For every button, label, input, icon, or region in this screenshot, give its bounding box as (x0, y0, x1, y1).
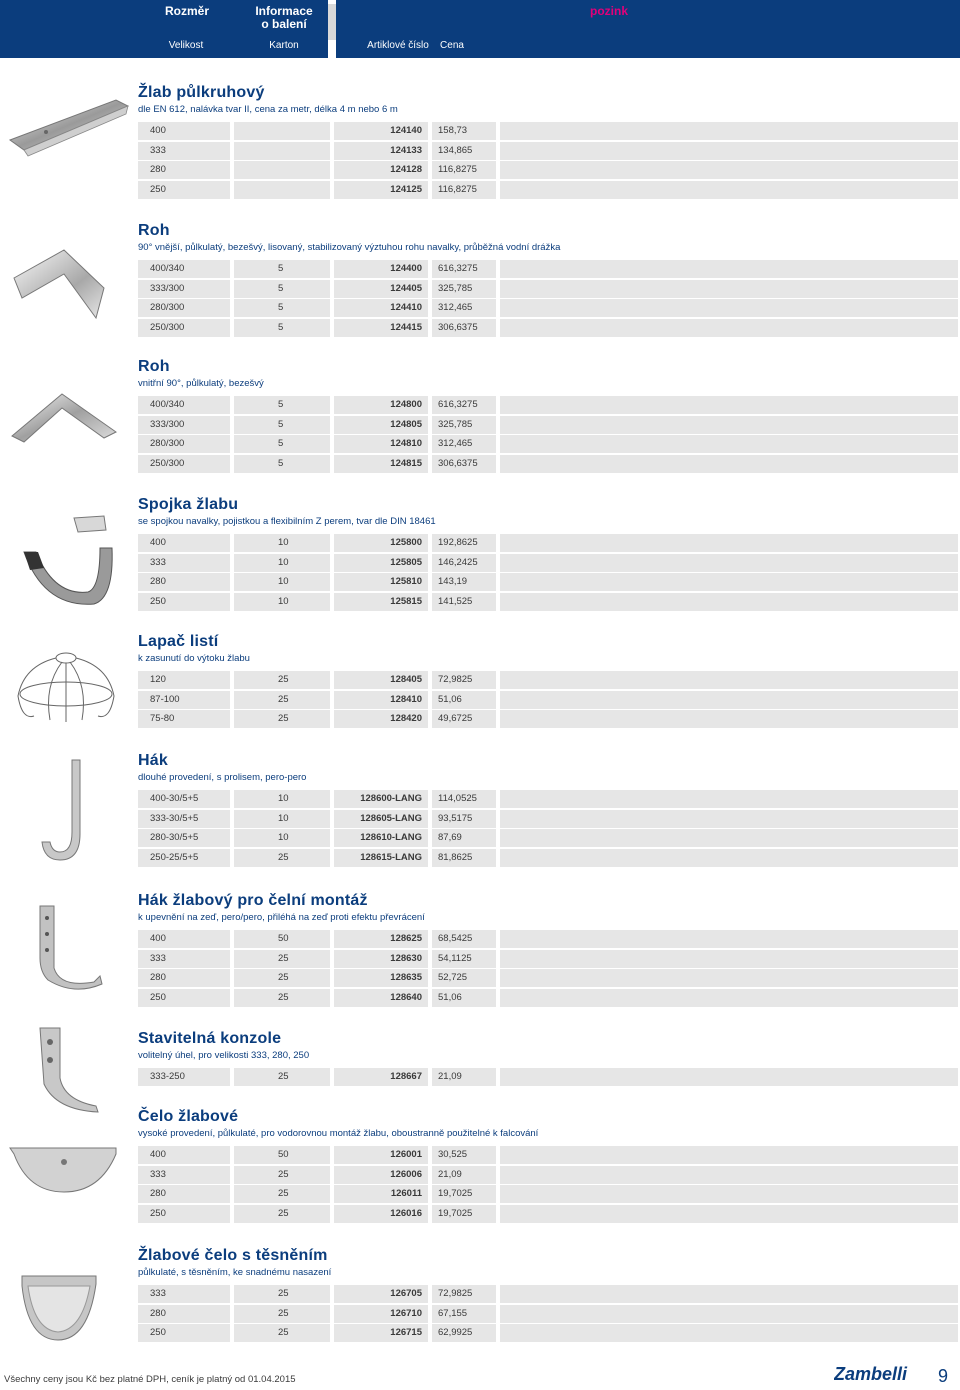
artikl-cell: 124410 (334, 299, 428, 317)
price-table (138, 1146, 958, 1224)
artikl-cell: 128420 (334, 710, 428, 728)
karton-cell: 25 (234, 1068, 330, 1086)
karton-cell: 25 (234, 691, 330, 709)
table-row (138, 416, 958, 434)
artikl-cell: 124805 (334, 416, 428, 434)
header-cena: Cena (440, 40, 464, 51)
section-description: vnitřní 90°, půlkulatý, bezešvý (138, 378, 264, 389)
logo-text: Zambelli (834, 1364, 908, 1384)
table-row (138, 299, 958, 317)
empty-cell (500, 950, 958, 968)
artikl-cell: 124405 (334, 280, 428, 298)
empty-cell (500, 849, 958, 867)
table-row (138, 319, 958, 337)
table-row (138, 161, 958, 179)
artikl-cell: 125810 (334, 573, 428, 591)
cena-cell: 306,6375 (432, 319, 496, 337)
artikl-cell: 124125 (334, 181, 428, 199)
price-table (138, 1285, 958, 1344)
cena-cell: 93,5175 (432, 810, 496, 828)
size-cell: 400 (138, 930, 230, 948)
table-row (138, 534, 958, 552)
karton-cell: 5 (234, 280, 330, 298)
artikl-cell: 128630 (334, 950, 428, 968)
artikl-cell: 126001 (334, 1146, 428, 1164)
empty-cell (500, 691, 958, 709)
section-description: vysoké provedení, půlkulaté, pro vodorovnou montáž žlabu, oboustranně použitelné k falcování (138, 1128, 539, 1139)
cena-cell: 72,9825 (432, 671, 496, 689)
karton-cell: 25 (234, 849, 330, 867)
table-row (138, 810, 958, 828)
cena-cell: 146,2425 (432, 554, 496, 572)
header-karton: Karton (269, 40, 299, 51)
size-cell: 400/340 (138, 260, 230, 278)
empty-cell (500, 1068, 958, 1086)
size-cell: 333/300 (138, 280, 230, 298)
size-cell: 400 (138, 122, 230, 140)
price-table (138, 930, 958, 1008)
product-section (138, 222, 958, 333)
product-section (138, 1030, 958, 1082)
table-row (138, 849, 958, 867)
table-row (138, 691, 958, 709)
product-section (138, 84, 958, 195)
artikl-cell: 126016 (334, 1205, 428, 1223)
size-cell: 250 (138, 1324, 230, 1342)
header-velikost: Velikost (168, 40, 204, 51)
size-cell: 75-80 (138, 710, 230, 728)
artikl-cell: 126710 (334, 1305, 428, 1323)
size-cell: 280 (138, 969, 230, 987)
artikl-cell: 128610-LANG (334, 829, 428, 847)
karton-cell: 25 (234, 950, 330, 968)
cena-cell: 116,8275 (432, 181, 496, 199)
section-description: dlouhé provedení, s prolisem, pero-pero (138, 772, 307, 783)
empty-cell (500, 1324, 958, 1342)
empty-cell (500, 455, 958, 473)
empty-cell (500, 1166, 958, 1184)
size-cell: 120 (138, 671, 230, 689)
empty-cell (500, 810, 958, 828)
size-cell: 333 (138, 1285, 230, 1303)
empty-cell (500, 260, 958, 278)
table-row (138, 969, 958, 987)
size-cell: 400-30/5+5 (138, 790, 230, 808)
cena-cell: 68,5425 (432, 930, 496, 948)
cena-cell: 51,06 (432, 691, 496, 709)
karton-cell: 50 (234, 930, 330, 948)
karton-cell: 10 (234, 829, 330, 847)
karton-cell: 50 (234, 1146, 330, 1164)
artikl-cell: 124128 (334, 161, 428, 179)
cena-cell: 21,09 (432, 1068, 496, 1086)
size-cell: 280 (138, 573, 230, 591)
karton-cell (234, 142, 330, 160)
cena-cell: 143,19 (432, 573, 496, 591)
footer-note: Všechny ceny jsou Kč bez platné DPH, ceník je platný od 01.04.2015 (4, 1374, 296, 1385)
section-description: 90° vnější, půlkulatý, bezešvý, lisovaný, stabilizovaný výztuhou rohu navalky, průběžná vodní drážka (138, 242, 561, 253)
product-section (138, 892, 958, 1003)
adjustable-bracket-image (4, 1024, 114, 1114)
fascia-hook-image (4, 898, 114, 998)
size-cell: 250 (138, 989, 230, 1007)
artikl-cell: 128640 (334, 989, 428, 1007)
table-row (138, 181, 958, 199)
size-cell: 333 (138, 1166, 230, 1184)
section-title: Žlabové čelo s těsněním (138, 1247, 328, 1264)
section-title: Spojka žlabu (138, 496, 239, 513)
cena-cell: 62,9925 (432, 1324, 496, 1342)
size-cell: 333 (138, 142, 230, 160)
section-description: se spojkou navalky, pojistkou a flexibilním Z perem, tvar dle DIN 18461 (138, 516, 436, 527)
price-table (138, 260, 958, 338)
karton-cell: 5 (234, 299, 330, 317)
gutter-end-cap-image (4, 1138, 124, 1198)
cena-cell: 19,7025 (432, 1185, 496, 1203)
artikl-cell: 124133 (334, 142, 428, 160)
karton-cell (234, 181, 330, 199)
table-row (138, 829, 958, 847)
karton-cell: 10 (234, 790, 330, 808)
product-section (138, 358, 958, 469)
karton-cell: 10 (234, 534, 330, 552)
product-section (138, 633, 958, 724)
section-title: Hák žlabový pro čelní montáž (138, 892, 368, 909)
table-row (138, 435, 958, 453)
section-title: Hák (138, 752, 168, 769)
size-cell: 280/300 (138, 435, 230, 453)
size-cell: 280-30/5+5 (138, 829, 230, 847)
table-header (0, 0, 960, 58)
empty-cell (500, 299, 958, 317)
empty-cell (500, 122, 958, 140)
header-band-left (0, 0, 138, 58)
size-cell: 250 (138, 181, 230, 199)
karton-cell: 25 (234, 989, 330, 1007)
size-cell: 250/300 (138, 455, 230, 473)
artikl-cell: 124810 (334, 435, 428, 453)
table-row (138, 1285, 958, 1303)
table-row (138, 1185, 958, 1203)
gutter-end-cap-seal-image (4, 1260, 114, 1350)
cena-cell: 141,525 (432, 593, 496, 611)
table-row (138, 142, 958, 160)
karton-cell: 5 (234, 260, 330, 278)
karton-cell: 10 (234, 573, 330, 591)
cena-cell: 325,785 (432, 416, 496, 434)
karton-cell: 25 (234, 969, 330, 987)
artikl-cell: 124800 (334, 396, 428, 414)
section-title: Stavitelná konzole (138, 1030, 282, 1047)
artikl-cell: 128615-LANG (334, 849, 428, 867)
artikl-cell: 126715 (334, 1324, 428, 1342)
leaf-catcher-image (4, 636, 124, 726)
section-description: dle EN 612, nalávka tvar II, cena za metr, délka 4 m nebo 6 m (138, 104, 398, 115)
header-informace: Informace o balení (255, 4, 313, 31)
empty-cell (500, 161, 958, 179)
cena-cell: 158,73 (432, 122, 496, 140)
empty-cell (500, 554, 958, 572)
price-table (138, 790, 958, 868)
section-title: Žlab půlkruhový (138, 84, 265, 101)
karton-cell: 10 (234, 554, 330, 572)
empty-cell (500, 396, 958, 414)
artikl-cell: 128635 (334, 969, 428, 987)
empty-cell (500, 280, 958, 298)
karton-cell: 25 (234, 710, 330, 728)
empty-cell (500, 989, 958, 1007)
cena-cell: 30,525 (432, 1146, 496, 1164)
cena-cell: 312,465 (432, 435, 496, 453)
price-table (138, 396, 958, 474)
artikl-cell: 126011 (334, 1185, 428, 1203)
section-description: k upevnění na zeď, pero/pero, přiléhá na zeď proti efektu převrácení (138, 912, 425, 923)
artikl-cell: 124815 (334, 455, 428, 473)
table-row (138, 710, 958, 728)
price-table (138, 1068, 958, 1088)
cena-cell: 134,865 (432, 142, 496, 160)
section-title: Roh (138, 358, 170, 375)
karton-cell: 25 (234, 1205, 330, 1223)
empty-cell (500, 829, 958, 847)
empty-cell (500, 534, 958, 552)
size-cell: 400/340 (138, 396, 230, 414)
size-cell: 333 (138, 554, 230, 572)
karton-cell: 5 (234, 435, 330, 453)
price-table (138, 122, 958, 200)
karton-cell: 5 (234, 455, 330, 473)
table-row (138, 950, 958, 968)
size-cell: 333-250 (138, 1068, 230, 1086)
size-cell: 333/300 (138, 416, 230, 434)
karton-cell: 10 (234, 593, 330, 611)
empty-cell (500, 1185, 958, 1203)
karton-cell (234, 161, 330, 179)
cena-cell: 54,1125 (432, 950, 496, 968)
cena-cell: 616,3275 (432, 396, 496, 414)
table-row (138, 1068, 958, 1086)
section-title: Roh (138, 222, 170, 239)
table-row (138, 280, 958, 298)
cena-cell: 51,06 (432, 989, 496, 1007)
table-row (138, 554, 958, 572)
section-description: k zasunutí do výtoku žlabu (138, 653, 250, 664)
table-row (138, 1146, 958, 1164)
size-cell: 250 (138, 593, 230, 611)
artikl-cell: 124140 (334, 122, 428, 140)
table-row (138, 671, 958, 689)
cena-cell: 616,3275 (432, 260, 496, 278)
table-row (138, 989, 958, 1007)
artikl-cell: 128410 (334, 691, 428, 709)
price-table (138, 534, 958, 612)
size-cell: 280 (138, 1305, 230, 1323)
gutter-image (4, 94, 132, 160)
cena-cell: 116,8275 (432, 161, 496, 179)
zambelli-logo (834, 1362, 918, 1386)
hook-image (4, 756, 104, 866)
karton-cell: 25 (234, 1185, 330, 1203)
size-cell: 400 (138, 534, 230, 552)
karton-cell: 5 (234, 396, 330, 414)
table-row (138, 1324, 958, 1342)
empty-cell (500, 319, 958, 337)
page-number: 9 (938, 1366, 949, 1386)
cena-cell: 67,155 (432, 1305, 496, 1323)
inner-corner-image (4, 380, 124, 460)
artikl-cell: 128625 (334, 930, 428, 948)
empty-cell (500, 593, 958, 611)
table-row (138, 1205, 958, 1223)
empty-cell (500, 416, 958, 434)
header-pozink: pozink (590, 4, 628, 18)
artikl-cell: 124415 (334, 319, 428, 337)
size-cell: 87-100 (138, 691, 230, 709)
artikl-cell: 128600-LANG (334, 790, 428, 808)
cena-cell: 72,9825 (432, 1285, 496, 1303)
outer-corner-image (4, 238, 114, 328)
table-row (138, 593, 958, 611)
artikl-cell: 128605-LANG (334, 810, 428, 828)
table-row (138, 122, 958, 140)
cena-cell: 325,785 (432, 280, 496, 298)
section-title: Lapač listí (138, 633, 219, 650)
table-row (138, 790, 958, 808)
table-row (138, 396, 958, 414)
size-cell: 333-30/5+5 (138, 810, 230, 828)
artikl-cell: 128405 (334, 671, 428, 689)
size-cell: 250 (138, 1205, 230, 1223)
empty-cell (500, 671, 958, 689)
section-description: půlkulaté, s těsněním, ke snadnému nasazení (138, 1267, 332, 1278)
artikl-cell: 125800 (334, 534, 428, 552)
karton-cell: 5 (234, 319, 330, 337)
size-cell: 333 (138, 950, 230, 968)
table-row (138, 260, 958, 278)
karton-cell (234, 122, 330, 140)
size-cell: 250/300 (138, 319, 230, 337)
table-row (138, 1305, 958, 1323)
karton-cell: 25 (234, 1166, 330, 1184)
cena-cell: 52,725 (432, 969, 496, 987)
artikl-cell: 125805 (334, 554, 428, 572)
size-cell: 280/300 (138, 299, 230, 317)
size-cell: 280 (138, 161, 230, 179)
header-artikl: Artiklové číslo (367, 40, 429, 51)
artikl-cell: 124400 (334, 260, 428, 278)
price-table (138, 671, 958, 730)
empty-cell (500, 142, 958, 160)
karton-cell: 5 (234, 416, 330, 434)
empty-cell (500, 573, 958, 591)
empty-cell (500, 710, 958, 728)
karton-cell: 25 (234, 1285, 330, 1303)
product-section (138, 496, 958, 607)
cena-cell: 114,0525 (432, 790, 496, 808)
gutter-connector-image (4, 508, 124, 618)
section-title: Čelo žlabové (138, 1108, 239, 1125)
table-row (138, 930, 958, 948)
cena-cell: 21,09 (432, 1166, 496, 1184)
cena-cell: 19,7025 (432, 1205, 496, 1223)
table-row (138, 573, 958, 591)
cena-cell: 306,6375 (432, 455, 496, 473)
karton-cell: 25 (234, 1324, 330, 1342)
empty-cell (500, 930, 958, 948)
artikl-cell: 126705 (334, 1285, 428, 1303)
artikl-cell: 126006 (334, 1166, 428, 1184)
artikl-cell: 128667 (334, 1068, 428, 1086)
karton-cell: 25 (234, 1305, 330, 1323)
cena-cell: 312,465 (432, 299, 496, 317)
product-section (138, 1247, 958, 1338)
empty-cell (500, 1146, 958, 1164)
section-description: volitelný úhel, pro velikosti 333, 280, 250 (138, 1050, 310, 1061)
table-row (138, 1166, 958, 1184)
artikl-cell: 125815 (334, 593, 428, 611)
empty-cell (500, 790, 958, 808)
size-cell: 280 (138, 1185, 230, 1203)
empty-cell (500, 1205, 958, 1223)
cena-cell: 192,8625 (432, 534, 496, 552)
karton-cell: 10 (234, 810, 330, 828)
cena-cell: 49,6725 (432, 710, 496, 728)
header-separator (328, 4, 336, 40)
karton-cell: 25 (234, 671, 330, 689)
product-section (138, 1108, 958, 1219)
table-row (138, 455, 958, 473)
cena-cell: 81,8625 (432, 849, 496, 867)
product-section (138, 752, 958, 863)
empty-cell (500, 1285, 958, 1303)
empty-cell (500, 1305, 958, 1323)
empty-cell (500, 181, 958, 199)
size-cell: 250-25/5+5 (138, 849, 230, 867)
header-rozmer: Rozměr (164, 4, 209, 18)
empty-cell (500, 969, 958, 987)
cena-cell: 87,69 (432, 829, 496, 847)
empty-cell (500, 435, 958, 453)
size-cell: 400 (138, 1146, 230, 1164)
